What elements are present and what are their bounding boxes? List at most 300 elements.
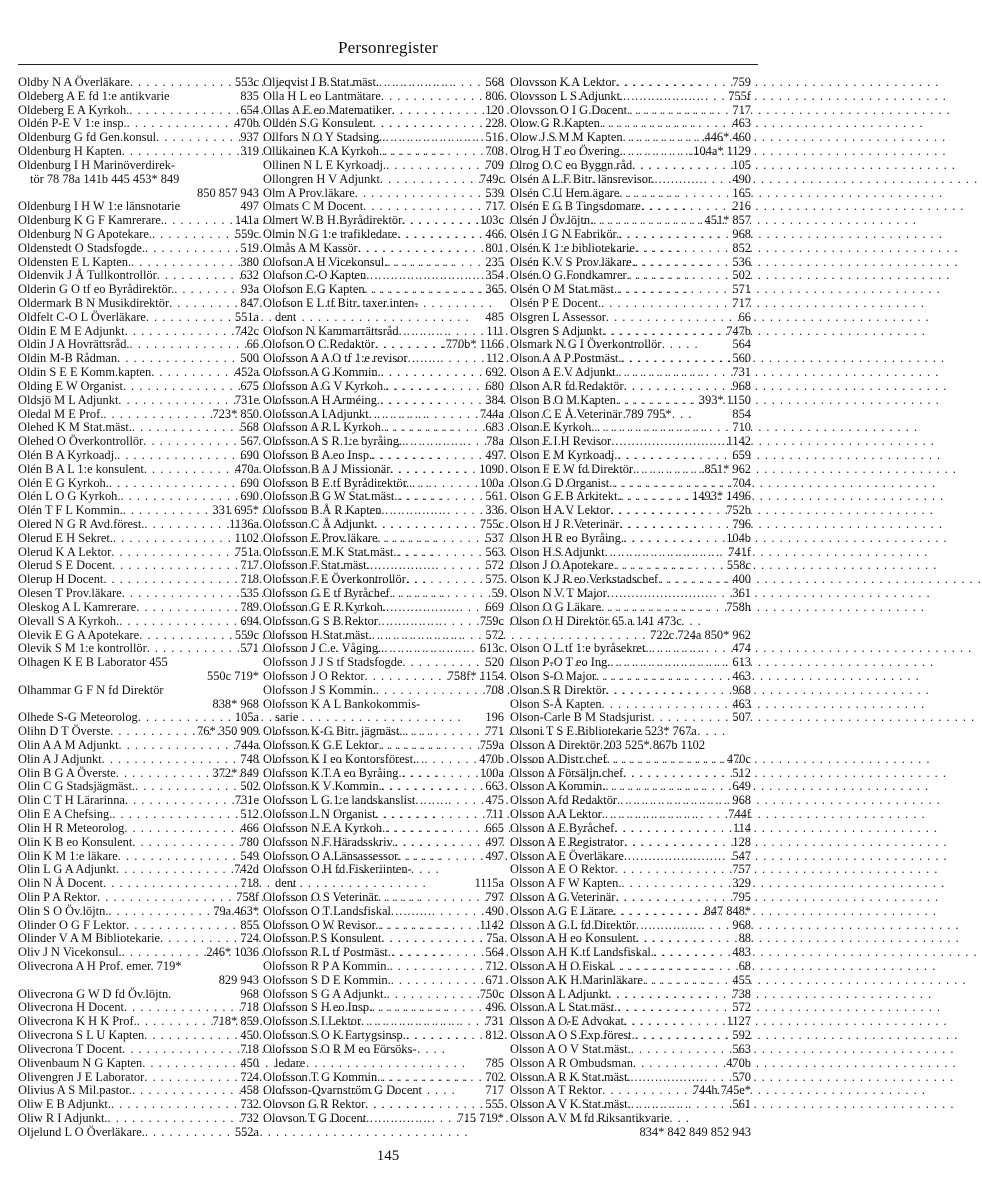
entry-page-refs: 758h: [726, 599, 751, 614]
entry-page-refs: 717: [485, 199, 504, 214]
register-entry-continuation: [18, 187, 259, 201]
entry-page-refs: 66: [738, 309, 751, 324]
entry-page-refs: 536: [732, 254, 751, 269]
entry-name: Olofsson A I Adjunkt: [263, 406, 369, 421]
entry-page-refs: 850 857 943: [197, 185, 259, 200]
leader-dots: [377, 532, 483, 546]
entry-name: Olofsson H Stat.mäst.: [263, 627, 372, 642]
entry-name: Olsgren L Assessor: [510, 309, 606, 324]
leader-dots: [613, 905, 702, 919]
leader-dots: [120, 490, 238, 504]
entry-name: Olevik E G A Apotekare: [18, 627, 140, 642]
register-entry: [510, 739, 751, 753]
entry-name: Olsén J G N Fabrikör.: [510, 226, 620, 241]
leader-dots: [406, 573, 484, 587]
entry-name: Olsson A A Lektor: [510, 807, 602, 822]
entry-page-refs: 717: [485, 1083, 504, 1098]
leader-dots: [606, 684, 730, 698]
entry-name: Oldenburg I H W 1:e länsnotarie: [18, 199, 181, 214]
entry-page-refs: 1102: [234, 530, 259, 545]
entry-page-refs: .770b* 1166: [442, 337, 504, 352]
entry-page-refs: 572: [485, 627, 504, 642]
entry-page-refs: 1115a: [474, 876, 504, 891]
entry-name: Olin E A Chefsing.: [18, 807, 113, 822]
entry-name: Olin H R Meteorolog: [18, 820, 125, 835]
entry-name: Olofsson N F Häradsskriv.: [263, 834, 396, 849]
register-entry: [510, 891, 751, 905]
entry-page-refs: 847: [240, 296, 259, 310]
entry-page-refs: 550c 719*: [207, 668, 259, 683]
entry-page-refs: 968: [732, 682, 751, 697]
leader-dots: [103, 573, 238, 587]
leader-dots: [623, 767, 730, 781]
entry-name: Olofsson A A O tf 1:e revisor: [263, 351, 408, 366]
entry-name: Olmert W B H Byrådirektör: [263, 213, 403, 228]
register-entry-continuation: [263, 1057, 504, 1071]
entry-page-refs: 502: [732, 268, 751, 283]
leader-dots: [363, 200, 483, 214]
leader-dots: [390, 587, 490, 601]
entry-name: Ollikainen K A Kyrkoh.: [263, 144, 383, 159]
entry-page-refs: 715 719*: [457, 1110, 504, 1125]
register-entry: [510, 325, 751, 339]
entry-page-refs: 751a: [234, 544, 259, 559]
leader-dots: [636, 919, 731, 933]
leader-dots: [602, 1084, 691, 1098]
register-entry: [263, 794, 504, 808]
register-entry: [18, 117, 259, 131]
register-entry: [510, 297, 751, 311]
entry-page-refs: 722c 724a 850* 962: [650, 627, 751, 642]
register-entry: [510, 394, 751, 408]
entry-name: Oldeberg A E fd 1:e antikvarie: [18, 88, 170, 103]
register-entry: [18, 919, 259, 933]
entry-page-refs: 806: [485, 88, 504, 103]
register-entry: [18, 463, 259, 477]
entry-name: Olsoni T S E Bibliotekarie 523* 767a: [510, 724, 697, 739]
leader-dots: [144, 463, 233, 477]
leader-dots: [390, 960, 484, 974]
entry-page-refs: 563: [485, 544, 504, 559]
leader-dots: [119, 739, 233, 753]
entry-page-refs: 470a: [234, 461, 259, 476]
leader-dots: [596, 670, 730, 684]
entry-name: Oldenstedt O Stadsfogde.: [18, 240, 145, 255]
entry-page-refs: 724: [240, 931, 259, 946]
entry-name: Olofson N Kammarrättsråd: [263, 323, 399, 338]
leader-dots: [624, 380, 731, 394]
entry-page-refs: 758f* 1154: [447, 668, 504, 683]
entry-page-refs: 568: [485, 75, 504, 89]
register-entry: [510, 490, 751, 504]
column-3: [510, 76, 751, 1138]
leader-dots: [623, 131, 700, 145]
entry-name: Oldin J A Hovrättsråd.: [18, 337, 130, 352]
entry-page-refs: 750c: [479, 986, 504, 1001]
entry-name: Olofsson K I eo Kontorsförest.: [263, 751, 417, 766]
register-entry: [510, 269, 751, 283]
entry-name: Olofsson L G 1:e landskanslist: [263, 793, 416, 808]
entry-page-refs: 690: [240, 489, 259, 504]
entry-page-refs: 1127: [726, 1014, 751, 1029]
entry-name: sarie: [275, 710, 299, 725]
register-entry: [18, 725, 259, 739]
entry-name: Olovsson K A Lektor: [510, 75, 616, 89]
leader-dots: [386, 159, 483, 173]
leader-dots: [422, 1084, 483, 1098]
leader-dots: [110, 725, 195, 739]
entry-page-refs: 744f: [728, 807, 751, 822]
leader-dots: [358, 242, 484, 256]
entry-page-refs: 496: [485, 1000, 504, 1015]
entry-page-refs: 470b: [726, 1055, 751, 1070]
register-entry: [510, 559, 751, 573]
entry-page-refs: 553c: [234, 75, 259, 89]
register-entry: [18, 352, 259, 366]
register-entry: [510, 352, 751, 366]
entry-name: Oliw E B Adjunkt.: [18, 1097, 111, 1112]
entry-name: [30, 974, 219, 988]
entry-page-refs: 75a: [486, 931, 504, 946]
entry-name: [30, 698, 213, 712]
register-entry: [263, 905, 504, 919]
register-entry: [263, 173, 504, 187]
entry-name: Olerud E H Sekret.: [18, 530, 113, 545]
entry-page-refs: 968: [732, 226, 751, 241]
leader-dots: [623, 90, 726, 104]
register-entry: [510, 656, 751, 670]
entry-page-refs: 708: [485, 144, 504, 159]
entry-page-refs: 128: [732, 834, 751, 849]
register-entry: [510, 1098, 751, 1112]
leader-dots: [635, 1029, 731, 1043]
entry-name: Olin S O Öv.löjtn.: [18, 903, 109, 918]
register-entry: [510, 1112, 751, 1126]
entry-page-refs: [257, 960, 259, 974]
register-entry: [263, 117, 504, 131]
entry-name: Olofsson J C e. Våging.: [263, 641, 382, 656]
entry-name: Olofsson O H fd Fiskeriinten-: [263, 862, 412, 877]
register-entry: [18, 1071, 259, 1085]
entry-name: Olsén O M Stat.mäst.: [510, 282, 618, 297]
register-entry: [18, 518, 259, 532]
entry-page-refs: 572: [732, 1000, 751, 1015]
entry-name: Olsén J Öv.löjtn.: [510, 213, 594, 228]
entry-page-refs: 663: [485, 779, 504, 794]
entry-page-refs: 497: [485, 848, 504, 863]
entry-page-refs: 575: [485, 572, 504, 587]
entry-name: Olofsson R P A Kommin.: [263, 959, 390, 973]
entry-name: Olofson O C Redaktör: [263, 337, 375, 352]
leader-dots: [113, 532, 233, 546]
entry-page-refs: 507: [732, 710, 751, 725]
entry-page-refs: 141a: [234, 213, 259, 228]
entry-name: Olson S-O Major: [510, 668, 597, 683]
leader-dots: [138, 711, 233, 725]
entry-page-refs: 665: [485, 820, 504, 835]
entry-name: Olofsson J O Rektor: [263, 668, 365, 683]
entry-page-refs: 500: [240, 351, 259, 366]
entry-page-refs: 732: [240, 1110, 259, 1125]
entry-name: Olson H J R Veterinär: [510, 517, 620, 531]
leader-dots: [372, 1001, 483, 1015]
register-entry: [263, 90, 504, 104]
leader-dots: [636, 932, 737, 946]
entry-page-refs: [502, 1043, 504, 1057]
register-entry: [510, 145, 751, 159]
register-entry: [510, 104, 751, 118]
entry-name: Olinder V A M Bibliotekarie: [18, 931, 161, 946]
entry-name: ledare: [275, 1055, 306, 1070]
register-entry: [18, 435, 259, 449]
leader-dots: [617, 283, 730, 297]
entry-name: Olofsson B A eo Insp.: [263, 447, 373, 462]
entry-page-refs: 483: [732, 945, 751, 960]
entry-page-refs: 216: [732, 199, 751, 214]
entry-name: Olofsson N E A Kyrkoh.: [263, 820, 386, 835]
entry-name: Olsson A E Överläkare: [510, 848, 624, 863]
leader-dots: [397, 490, 483, 504]
register-entry: [263, 739, 504, 753]
entry-page-refs: 704: [732, 475, 751, 490]
leader-dots: [116, 863, 232, 877]
leader-dots: [139, 629, 233, 643]
entry-name: Olding E W Organist: [18, 378, 123, 393]
entry-name: Olesen T Prov.läkare: [18, 586, 122, 601]
register-entry: [18, 104, 259, 118]
register-entry: [263, 1071, 504, 1085]
leader-dots: [366, 1112, 455, 1126]
leader-dots: [672, 408, 731, 422]
leader-dots: [127, 117, 233, 131]
entry-name: Olofsson S H eo Insp.: [263, 1000, 373, 1015]
register-entry: [263, 366, 504, 380]
register-columns: [18, 76, 758, 1138]
entry-name: Oldby N A Överläkare: [18, 75, 130, 89]
entry-page-refs: 752b: [726, 503, 751, 518]
leader-dots: [697, 725, 749, 739]
register-entry: [18, 629, 259, 643]
register-entry: [510, 615, 751, 629]
leader-dots: [116, 767, 211, 781]
leader-dots: [633, 1057, 724, 1071]
entry-name: Olsén A L F Bitr. länsrevisor.: [510, 171, 655, 186]
leader-dots: [607, 753, 725, 767]
entry-name: Olin K B eo Konsulent: [18, 834, 133, 849]
entry-name: Oliw R I Adjunkt.: [18, 1110, 108, 1125]
leader-dots: [129, 104, 238, 118]
leader-dots: [615, 891, 730, 905]
entry-name: Olson A E V Adjunkt: [510, 365, 616, 380]
register-entry: [510, 780, 751, 794]
leader-dots: [399, 325, 485, 339]
register-entry: [263, 559, 504, 573]
register-entry: [510, 960, 751, 974]
register-entry: [263, 504, 504, 518]
entry-name: Olsson A T Rektor: [510, 1083, 603, 1098]
register-entry: [510, 338, 751, 352]
entry-page-refs: 470c: [726, 751, 751, 766]
entry-page-refs: .104a* 1129: [690, 144, 751, 159]
register-entry: [263, 145, 504, 159]
leader-dots: [619, 228, 730, 242]
leader-dots: [624, 1015, 725, 1029]
entry-page-refs: 968: [732, 793, 751, 808]
leader-dots: [380, 1071, 483, 1085]
entry-name: Olofsson S G A Adjunkt.: [263, 986, 387, 1001]
leader-dots: [108, 1112, 239, 1126]
register-entry: [263, 988, 504, 1002]
entry-page-refs: 463: [732, 696, 751, 711]
entry-page-refs: 68: [738, 959, 751, 973]
entry-page-refs: 551a: [234, 309, 259, 324]
entry-page-refs: 613c: [479, 641, 504, 656]
entry-page-refs: 718: [240, 1000, 259, 1015]
entry-name: [522, 1126, 639, 1140]
entry-name: Olin C T H Lärarinna: [18, 793, 125, 808]
leader-dots: [103, 877, 238, 891]
register-entry: [18, 615, 259, 629]
entry-page-refs: 466: [240, 820, 259, 835]
register-entry: [18, 490, 259, 504]
entry-name: Olofsson E M K Stat.mäst.: [263, 544, 397, 559]
register-entry: [18, 891, 259, 905]
entry-name: Oldén P-E V 1:e insp.: [18, 116, 127, 131]
entry-name: Olsson A Försäljn.chef: [510, 765, 624, 780]
register-entry: [510, 684, 751, 698]
entry-name: Olivecrona T Docent: [18, 1041, 123, 1056]
leader-dots: [602, 698, 731, 712]
entry-name: Olofsson K V Kommin.: [263, 779, 382, 794]
entry-name: Olivecrona H Docent: [18, 1000, 124, 1015]
register-entry: [263, 1029, 504, 1043]
register-entry: [263, 1001, 504, 1015]
entry-page-refs: 93a: [241, 282, 259, 297]
register-entry: [510, 587, 751, 601]
leader-dots: [606, 311, 737, 325]
entry-page-refs: 759a: [479, 738, 504, 752]
register-entry: [510, 1001, 751, 1015]
entry-page-refs: [502, 297, 504, 311]
register-entry: [263, 601, 504, 615]
entry-page-refs: 112: [485, 351, 504, 366]
entry-name: Olerud S E Docent: [18, 558, 112, 573]
entry-page-refs: 105a: [234, 710, 259, 725]
entry-page-refs: 103c: [479, 213, 504, 228]
register-entry: [18, 684, 259, 698]
entry-name: Olsson A L Stat.mäst.: [510, 1000, 618, 1015]
entry-page-refs: 738: [732, 986, 751, 1001]
entry-page-refs: 560: [732, 351, 751, 366]
register-entry: [18, 988, 259, 1002]
leader-dots: [608, 988, 730, 1002]
register-entry: [510, 822, 751, 836]
entry-name: Oldin S E E Komm.kapten: [18, 365, 152, 380]
entry-name: Olsson A G E Lärare: [510, 903, 614, 918]
entry-name: Olson E M Kyrkoadj.: [510, 447, 618, 462]
entry-name: Olofsson T G Kommin.: [263, 1069, 381, 1084]
entry-name: Olivecrona S L U Kapten: [18, 1028, 145, 1043]
entry-page-refs: 490: [732, 171, 751, 186]
entry-page-refs: 632: [240, 268, 259, 283]
register-entry: [510, 283, 751, 297]
column-1: [18, 76, 259, 1138]
entry-name: Oljeqvist I B Stat.mäst.: [263, 75, 379, 89]
register-entry: [510, 242, 751, 256]
register-entry: [18, 753, 259, 767]
register-entry-continuation: [263, 877, 504, 891]
entry-name: [522, 629, 650, 643]
register-entry-continuation: [263, 311, 504, 325]
register-entry: [263, 656, 504, 670]
leader-dots: [390, 463, 477, 477]
leader-dots: [378, 919, 477, 933]
entry-name: Olofsson K T A eo Byråing.: [263, 765, 402, 780]
entry-page-refs: 717: [732, 296, 751, 310]
entry-page-refs: 702: [485, 1069, 504, 1084]
register-entry: [510, 90, 751, 104]
leader-dots: [420, 698, 502, 712]
entry-page-refs: [749, 1112, 751, 1126]
leader-dots: [395, 836, 483, 850]
entry-page-refs: 393* 1150: [698, 392, 751, 407]
entry-name: Olson E Kyrkoh.: [510, 420, 595, 435]
entry-page-refs: [749, 739, 751, 753]
entry-name: Olin N Å Docent: [18, 876, 103, 891]
entry-page-refs: 497: [485, 447, 504, 462]
register-entry: [263, 1043, 504, 1057]
entry-page-refs: 547: [732, 848, 751, 863]
leader-dots: [380, 173, 478, 187]
register-entry: [263, 490, 504, 504]
entry-page-refs: 512: [240, 807, 259, 822]
entry-name: Olered N G R Avd.förest.: [18, 517, 145, 531]
entry-name: Oldsjö M L Adjunkt: [18, 392, 119, 407]
leader-dots: [386, 380, 483, 394]
entry-page-refs: 571: [240, 641, 259, 656]
entry-name: Olson G D Organist.: [510, 475, 613, 490]
entry-name: Olsson A H eo Konsulent: [510, 931, 636, 946]
register-entry: [263, 421, 504, 435]
register-entry: [263, 932, 504, 946]
leader-dots: [418, 297, 502, 311]
entry-name: Olsson A O-E Advokat: [510, 1014, 624, 1029]
register-entry: [263, 200, 504, 214]
entry-name: Oldfelt C-O L Överläkare: [18, 309, 146, 324]
entry-name: Olow G R Kapten: [510, 116, 600, 131]
entry-page-refs: 452a: [234, 365, 259, 380]
entry-name: Olofsson S I Lektor: [263, 1014, 362, 1029]
register-entry: [263, 338, 504, 352]
leader-dots: [378, 615, 478, 629]
leader-dots: [633, 463, 699, 477]
leader-dots: [124, 822, 238, 836]
entry-name: Olsson A G L fd Direktör: [510, 917, 636, 932]
register-entry: [263, 297, 504, 311]
entry-name: Oldenburg N G Apotekare.: [18, 226, 152, 241]
entry-page-refs: 497: [240, 199, 259, 214]
entry-page-refs: 564: [732, 337, 751, 352]
entry-page-refs: 742d: [234, 862, 259, 877]
entry-page-refs: 780: [240, 834, 259, 849]
entry-name: Olehed K M Stat.mäst.: [18, 420, 132, 435]
register-entry: [18, 1029, 259, 1043]
entry-page-refs: 744h 745e*: [692, 1083, 751, 1098]
register-entry: [510, 642, 751, 656]
register-entry: [510, 905, 751, 919]
register-entry: [263, 76, 504, 90]
register-entry: [18, 242, 259, 256]
